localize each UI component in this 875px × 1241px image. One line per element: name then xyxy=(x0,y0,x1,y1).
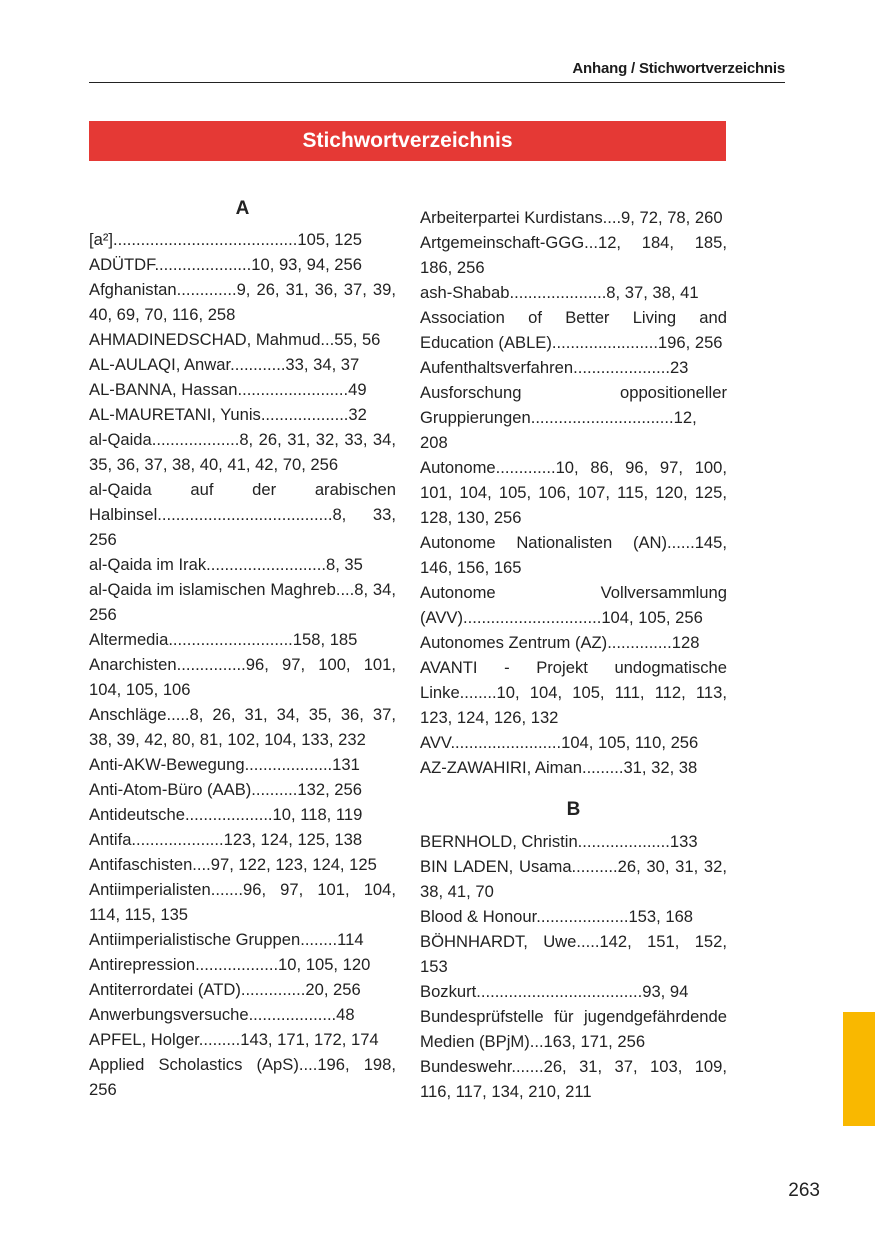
index-entry: Association of Better Living and Education (ABLE).......................196, 256 xyxy=(420,308,727,352)
index-title-bar xyxy=(89,121,726,161)
right-entry-list-b xyxy=(420,829,727,1104)
index-entry: al-Qaida im islamischen Maghreb....8, 34, 256 xyxy=(89,580,396,624)
index-entry: Autonome Nationalisten (AN)......145, 146, 156, 165 xyxy=(420,533,727,577)
left-column xyxy=(89,195,396,1102)
index-entry: al-Qaida...................8, 26, 31, 32, 33, 34, 35, 36, 37, 38, 40, 41, 42, 70, 256 xyxy=(89,430,396,474)
index-entry: Anschläge.....8, 26, 31, 34, 35, 36, 37, 38, 39, 42, 80, 81, 102, 104, 133, 232 xyxy=(89,705,396,749)
index-entry: ADÜTDF.....................10, 93, 94, 256 xyxy=(89,255,362,274)
index-entry: AL-AULAQI, Anwar............33, 34, 37 xyxy=(89,355,360,374)
index-entry: Blood & Honour....................153, 168 xyxy=(420,907,694,926)
index-entry: Ausforschung oppositioneller Gruppierungen...............................12, 208 xyxy=(420,383,727,452)
index-entry: Anarchisten...............96, 97, 100, 101, 104, 105, 106 xyxy=(89,655,396,699)
index-entry: BIN LADEN, Usama..........26, 30, 31, 32, 38, 41, 70 xyxy=(420,857,727,901)
page-number: 263 xyxy=(788,1180,820,1201)
index-entry: Afghanistan.............9, 26, 31, 36, 37, 39, 40, 69, 70, 116, 258 xyxy=(89,280,396,324)
index-entry: Antirepression..................10, 105, 120 xyxy=(89,955,371,974)
index-entry: [a²]........................................105, 125 xyxy=(89,230,362,249)
index-entry: Antiimperialisten.......96, 97, 101, 104, 114, 115, 135 xyxy=(89,880,396,924)
index-entry: ash-Shabab.....................8, 37, 38, 41 xyxy=(420,283,699,302)
index-entry: AVANTI - Projekt undogmatische Linke........10, 104, 105, 111, 112, 113, 123, 124, 126, 132 xyxy=(420,658,727,727)
page-title: Stichwortverzeichnis xyxy=(302,129,513,152)
running-head: Anhang / Stichwortverzeichnis xyxy=(572,60,785,77)
index-entry: BÖHNHARDT, Uwe.....142, 151, 152, 153 xyxy=(420,932,727,976)
index-entry: AL-BANNA, Hassan........................49 xyxy=(89,380,367,399)
header-divider xyxy=(89,82,785,83)
index-entry: Autonome.............10, 86, 96, 97, 100, 101, 104, 105, 106, 107, 115, 120, 125, 128, 130, 256 xyxy=(420,458,727,527)
index-entry: Anwerbungsversuche...................48 xyxy=(89,1005,355,1024)
right-column xyxy=(420,205,727,1104)
index-entry: Anti-Atom-Büro (AAB)..........132, 256 xyxy=(89,780,362,799)
section-letter-a: A xyxy=(235,198,250,219)
index-entry: Antifaschisten....97, 122, 123, 124, 125 xyxy=(89,855,377,874)
index-entry: al-Qaida im Irak..........................8, 35 xyxy=(89,555,363,574)
index-entry: al-Qaida auf der arabischen Halbinsel......................................8, 33, 256 xyxy=(89,480,396,549)
index-entry: AZ-ZAWAHIRI, Aiman.........31, 32, 38 xyxy=(420,758,698,777)
left-entry-list xyxy=(89,227,396,1102)
right-entry-list-a xyxy=(420,205,727,780)
section-letter-b: B xyxy=(566,799,581,820)
index-entry: Autonomes Zentrum (AZ)..............128 xyxy=(420,633,700,652)
index-entry: AVV........................104, 105, 110, 256 xyxy=(420,733,699,752)
index-entry: APFEL, Holger.........143, 171, 172, 174 xyxy=(89,1030,379,1049)
index-entry: Arbeiterpartei Kurdistans....9, 72, 78, 260 xyxy=(420,208,723,227)
index-entry: Autonome Vollversammlung (AVV)..............................104, 105, 256 xyxy=(420,583,727,627)
thumb-index-tab xyxy=(843,1012,875,1126)
index-entry: Anti-AKW-Bewegung...................131 xyxy=(89,755,360,774)
index-entry: Bundeswehr.......26, 31, 37, 103, 109, 116, 117, 134, 210, 211 xyxy=(420,1057,727,1101)
index-entry: Antiterrordatei (ATD)..............20, 256 xyxy=(89,980,361,999)
index-entry: Antideutsche...................10, 118, 119 xyxy=(89,805,363,824)
index-entry: Bundesprüfstelle für jugendgefährdende Medien (BPjM)...163, 171, 256 xyxy=(420,1007,727,1051)
index-entry: Artgemeinschaft-GGG...12, 184, 185, 186, 256 xyxy=(420,233,727,277)
index-entry: Applied Scholastics (ApS)....196, 198, 256 xyxy=(89,1055,396,1099)
index-entry: AL-MAURETANI, Yunis...................32 xyxy=(89,405,367,424)
index-entry: Antiimperialistische Gruppen........114 xyxy=(89,930,364,949)
index-entry: BERNHOLD, Christin....................133 xyxy=(420,832,698,851)
index-entry: Aufenthaltsverfahren.....................23 xyxy=(420,358,689,377)
index-entry: Altermedia...........................158, 185 xyxy=(89,630,358,649)
index-entry: Bozkurt....................................93, 94 xyxy=(420,982,689,1001)
index-entry: Antifa....................123, 124, 125, 138 xyxy=(89,830,363,849)
index-entry: AHMADINEDSCHAD, Mahmud...55, 56 xyxy=(89,330,381,349)
